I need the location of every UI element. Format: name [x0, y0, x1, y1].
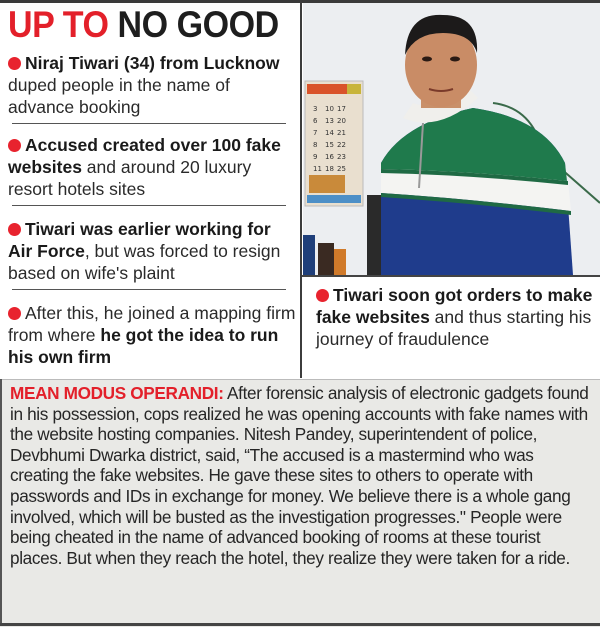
bullet-item [312, 284, 600, 350]
svg-text:18: 18 [325, 165, 334, 173]
svg-text:3: 3 [313, 105, 318, 113]
box-left-edge [0, 379, 2, 626]
svg-text:17: 17 [337, 105, 346, 113]
bullet-text: , but was forced to resign based on wife's plaint [8, 241, 281, 283]
wall-calendar-icon [305, 81, 363, 206]
svg-text:10: 10 [325, 105, 334, 113]
svg-text:11: 11 [313, 165, 322, 173]
svg-text:16: 16 [325, 153, 334, 161]
bullet-bold: Accused created over 100 fake websites [8, 135, 281, 177]
red-bullet-icon [8, 307, 21, 320]
modus-operandi-box [0, 379, 600, 627]
bullet-item [4, 134, 296, 211]
bullet-text: and around 20 luxury resort hotels sites [8, 157, 252, 199]
red-bullet-icon [8, 57, 21, 70]
modus-operandi-text [10, 383, 595, 568]
headline [8, 4, 279, 45]
divider [12, 289, 286, 290]
divider [12, 123, 286, 124]
svg-text:7: 7 [313, 129, 318, 137]
svg-text:9: 9 [313, 153, 318, 161]
svg-text:8: 8 [313, 141, 318, 149]
red-bullet-icon [8, 223, 21, 236]
bullet-item [4, 218, 296, 295]
red-bullet-icon [8, 139, 21, 152]
headline-red: UP TO [8, 4, 109, 45]
svg-text:25: 25 [337, 165, 346, 173]
red-bullet-icon [316, 289, 329, 302]
modus-body: After forensic analysis of electronic gadgets found in his possession, cops realized he was opening accounts with fake names with the website hosting companies. Nitesh Pandey, superintendent of police, Devbhumi Dwarka district, said, “The accused is a mastermind who was creating the fake websites. He gave these sites to others to operate with passwords and IDs in exchange for money. We believe there is a whole gang involved, which will be busted as the investigation progresses." People were being cheated in the name of advanced booking of rooms at these tourist places. But when they reach the hotel, they realize they were taken for a ride. [10, 383, 589, 568]
bullet-text: After this, he joined a mapping firm from where [8, 303, 296, 345]
bullet-bold: Niraj Tiwari (34) from Lucknow [25, 53, 280, 73]
bullet-bold: he got the idea to run his own firm [8, 325, 279, 367]
modus-label: MEAN MODUS OPERANDI: [10, 383, 224, 403]
svg-text:20: 20 [337, 117, 346, 125]
bullet-text: and thus starting his journey of fraudulence [316, 307, 592, 349]
bullet-bold: Tiwari was earlier working for Air Force [8, 219, 271, 261]
photo-illustration [303, 3, 600, 275]
photo-bottom-rule [302, 275, 600, 277]
bullet-text: duped people in the name of advance booking [8, 75, 230, 117]
bullet-bold: Tiwari soon got orders to make fake websites [316, 285, 593, 327]
svg-text:13: 13 [325, 117, 334, 125]
svg-text:6: 6 [313, 117, 318, 125]
bullet-item [4, 302, 296, 368]
svg-text:14: 14 [325, 129, 334, 137]
divider [12, 205, 286, 206]
svg-text:21: 21 [337, 129, 346, 137]
accused-photo [303, 3, 600, 275]
headline-dark: NO GOOD [117, 4, 279, 45]
bullet-item [4, 52, 296, 129]
left-column [4, 4, 296, 367]
column-divider [300, 0, 302, 378]
svg-text:23: 23 [337, 153, 346, 161]
svg-text:15: 15 [325, 141, 334, 149]
svg-text:22: 22 [337, 141, 346, 149]
